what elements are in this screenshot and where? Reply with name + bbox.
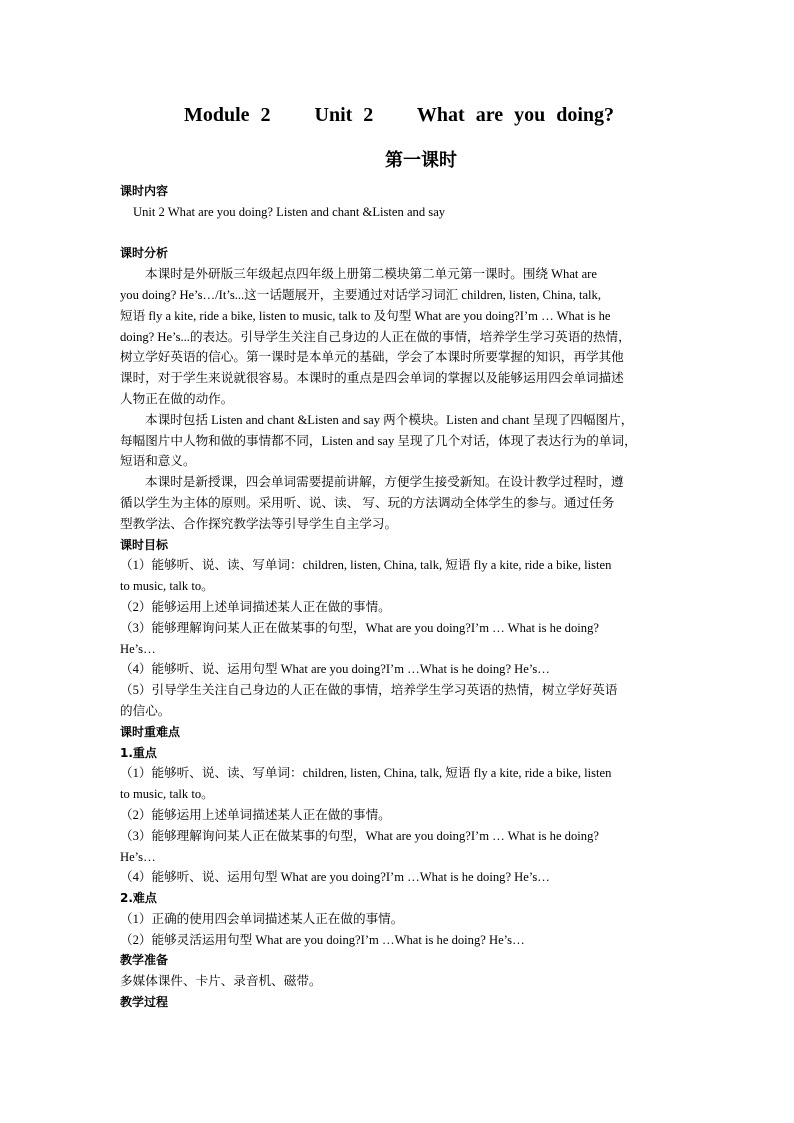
page-subtitle: 第一课时 bbox=[385, 150, 457, 171]
analysis-line: 短语和意义。 bbox=[120, 454, 196, 469]
prep-text: 多媒体课件、卡片、录音机、磁带。 bbox=[120, 974, 322, 989]
page-title: Module 2 Unit 2 What are you doing? bbox=[183, 104, 615, 126]
key-line: （4）能够听、说、运用句型 What are you doing?I’m …What is he doing? He’s… bbox=[120, 870, 550, 885]
analysis-line: 循以学生为主体的原则。采用听、说、读、 写、玩的方法调动全体学生的参与。通过任务 bbox=[120, 495, 615, 510]
analysis-line: 人物正在做的动作。 bbox=[120, 391, 234, 406]
goal-line: （3）能够理解询问某人正在做某事的句型，What are you doing?I’m … What is he doing? bbox=[120, 620, 599, 635]
goal-line: （2）能够运用上述单词描述某人正在做的事情。 bbox=[120, 599, 391, 614]
difficulty-line: （1）正确的使用四会单词描述某人正在做的事情。 bbox=[120, 911, 404, 926]
analysis-line: 课时，对于学生来说就很容易。本课时的重点是四会单词的掌握以及能够运用四会单词描述 bbox=[120, 371, 624, 386]
section-heading-content: 课时内容 bbox=[120, 184, 169, 198]
analysis-line: 树立学好英语的信心。第一课时是本单元的基础，学会了本课时所要掌握的知识，再学其他 bbox=[120, 350, 624, 365]
goal-line: （4）能够听、说、运用句型 What are you doing?I’m …What is he doing? He’s… bbox=[120, 662, 550, 677]
analysis-line: 本课时是新授课，四会单词需要提前讲解，方便学生接受新知。在设计教学过程时，遵 bbox=[145, 475, 624, 490]
goal-line: to music, talk to。 bbox=[120, 579, 214, 594]
goal-line: He’s… bbox=[120, 641, 156, 656]
analysis-line: 本课时包括 Listen and chant &Listen and say 两个模块。Listen and chant 呈现了四幅图片， bbox=[145, 412, 634, 427]
difficulty-line: （2）能够灵活运用句型 What are you doing?I’m …What is he doing? He’s… bbox=[120, 932, 525, 947]
key-line: （3）能够理解询问某人正在做某事的句型，What are you doing?I’m … What is he doing? bbox=[120, 828, 599, 843]
analysis-line: 每幅图片中人物和做的事情都不同，Listen and say 呈现了几个对话，体现了表达行为的单词， bbox=[120, 433, 637, 448]
section-content-text: Unit 2 What are you doing? Listen and chant &Listen and say bbox=[133, 204, 446, 219]
key-line: （1）能够听、说、读、写单词：children, listen, China, talk, 短语 fly a kite, ride a bike, listen bbox=[120, 766, 612, 781]
analysis-line: 型教学法、合作探究教学法等引导学生自主学习。 bbox=[120, 516, 398, 531]
analysis-line: you doing? He’s…/It’s...这一话题展开，主要通过对话学习词汇 children, listen, China, talk, bbox=[120, 287, 601, 302]
difficulty-subheading: 2.难点 bbox=[120, 891, 157, 906]
section-heading-goals: 课时目标 bbox=[120, 537, 169, 552]
goal-line: 的信心。 bbox=[120, 703, 171, 718]
key-line: to music, talk to。 bbox=[120, 787, 214, 802]
key-line: He’s… bbox=[120, 849, 156, 864]
key-subheading: 1.重点 bbox=[120, 745, 157, 760]
goal-line: （1）能够听、说、读、写单词：children, listen, China, talk, 短语 fly a kite, ride a bike, listen bbox=[120, 558, 612, 573]
analysis-line: doing? He’s...的表达。引导学生关注自己身边的人正在做的事情，培养学生学习英语的热情， bbox=[120, 329, 631, 344]
section-heading-prep: 教学准备 bbox=[120, 953, 169, 968]
spacer bbox=[120, 223, 674, 244]
analysis-line: 短语 fly a kite, ride a bike, listen to music, talk to 及句型 What are you doing?I’m … What is he bbox=[120, 308, 611, 323]
section-heading-analysis: 课时分析 bbox=[120, 246, 169, 261]
section-heading-process: 教学过程 bbox=[120, 995, 169, 1010]
section-heading-key: 课时重难点 bbox=[120, 724, 181, 739]
analysis-line: 本课时是外研版三年级起点四年级上册第二模块第二单元第一课时。围绕 What are bbox=[145, 267, 597, 282]
goal-line: （5）引导学生关注自己身边的人正在做的事情，培养学生学习英语的热情，树立学好英语 bbox=[120, 683, 618, 698]
document-body bbox=[120, 181, 674, 1013]
key-line: （2）能够运用上述单词描述某人正在做的事情。 bbox=[120, 807, 391, 822]
